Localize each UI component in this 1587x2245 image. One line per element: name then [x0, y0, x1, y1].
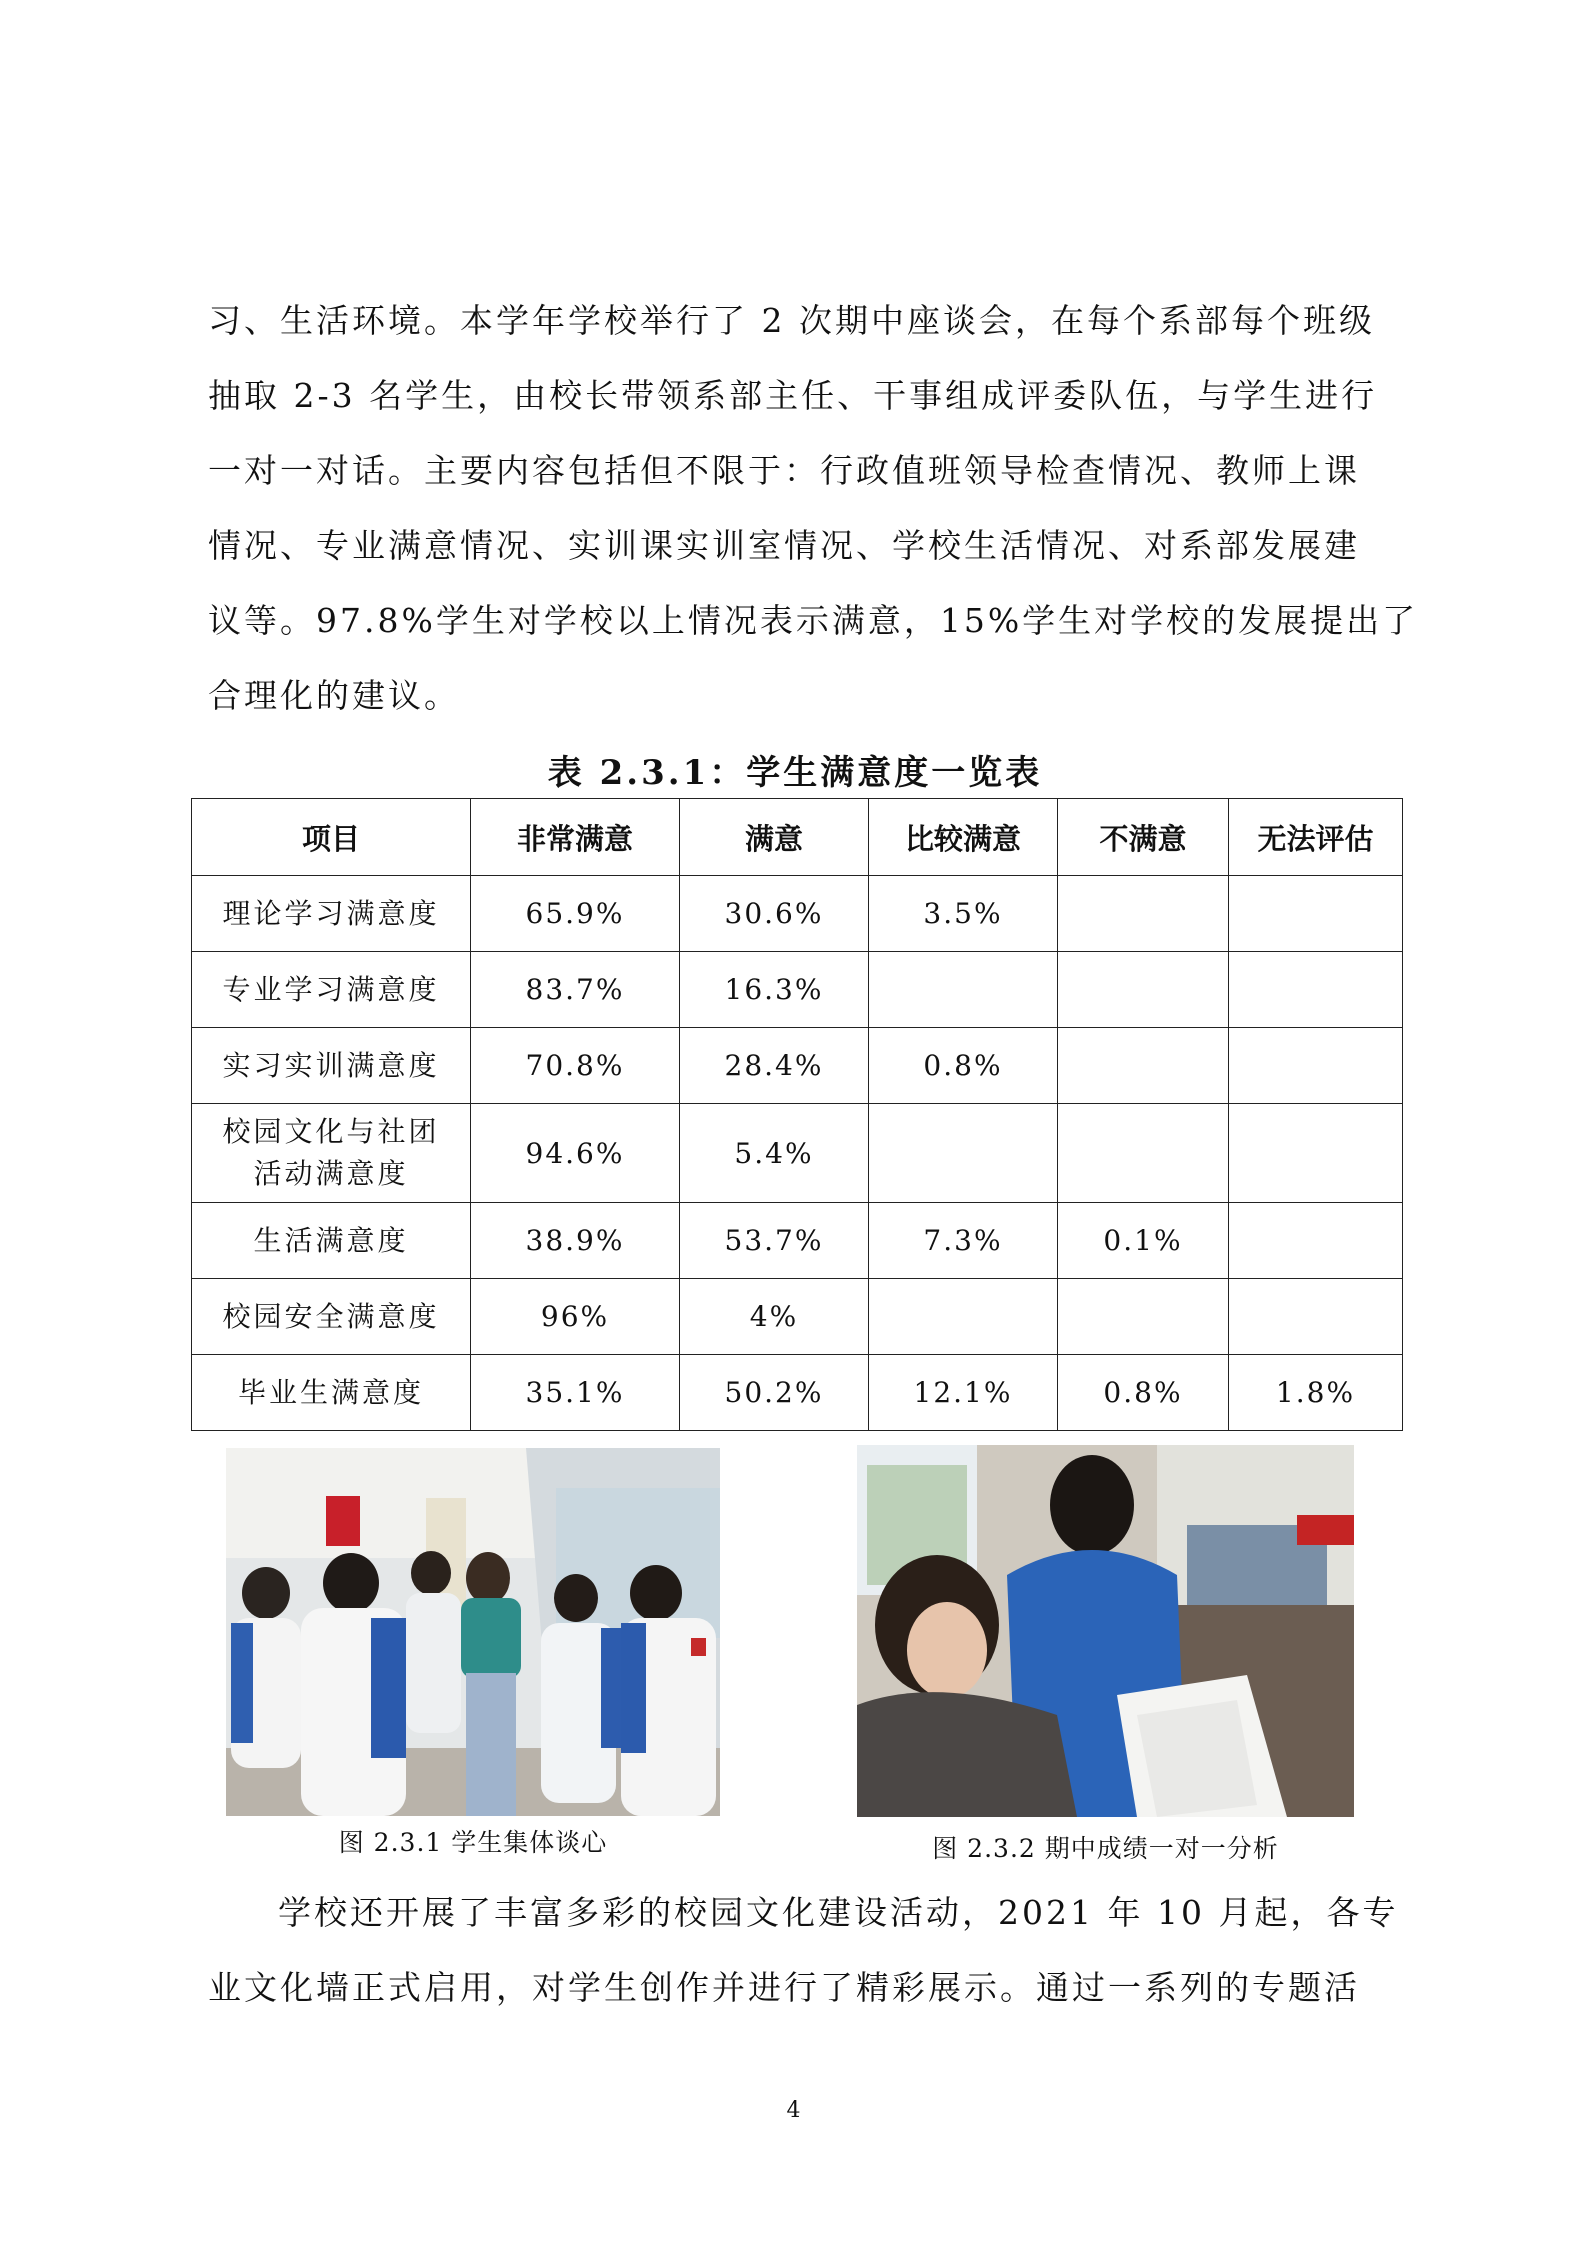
table-row [192, 1355, 1403, 1431]
text-line: 议等。97.8%学生对学校以上情况表示满意，15%学生对学校的发展提出了 [208, 601, 1419, 640]
cell-unsatisfied [1058, 952, 1229, 1028]
cell-unable-to-assess: 1.8% [1229, 1355, 1403, 1431]
header-item: 项目 [192, 799, 471, 876]
cell-unable-to-assess [1229, 952, 1403, 1028]
table-row [192, 1028, 1403, 1104]
header-very-satisfied: 非常满意 [471, 799, 680, 876]
body-paragraph-bottom [208, 1875, 1399, 2025]
cell-unable-to-assess [1229, 1104, 1403, 1203]
cell-satisfied: 50.2% [680, 1355, 869, 1431]
cell-fairly-satisfied: 3.5% [869, 876, 1058, 952]
cell-fairly-satisfied: 7.3% [869, 1203, 1058, 1279]
cell-unsatisfied: 0.8% [1058, 1355, 1229, 1431]
cell-fairly-satisfied [869, 1104, 1058, 1203]
row-item [192, 1104, 471, 1203]
table-row [192, 1104, 1403, 1203]
row-item: 毕业生满意度 [192, 1355, 471, 1431]
header-satisfied: 满意 [680, 799, 869, 876]
table-title: 表 2.3.1：学生满意度一览表 [547, 753, 1043, 793]
cell-unable-to-assess [1229, 1203, 1403, 1279]
page-number: 4 [786, 2098, 801, 2123]
cell-fairly-satisfied: 12.1% [869, 1355, 1058, 1431]
cell-very-satisfied: 65.9% [471, 876, 680, 952]
photo-student-group-talk [226, 1448, 720, 1816]
header-unable-to-assess: 无法评估 [1229, 799, 1403, 876]
cell-unable-to-assess [1229, 876, 1403, 952]
text-line: 一对一对话。主要内容包括但不限于：行政值班领导检查情况、教师上课 [208, 451, 1360, 490]
cell-satisfied: 28.4% [680, 1028, 869, 1104]
figure-caption: 图 2.3.1 学生集体谈心 [338, 1828, 608, 1857]
cell-unable-to-assess [1229, 1028, 1403, 1104]
row-item-line: 校园文化与社团 [222, 1115, 440, 1148]
cell-very-satisfied: 96% [471, 1279, 680, 1355]
text-line: 习、生活环境。本学年学校举行了 2 次期中座谈会，在每个系部每个班级 [208, 301, 1375, 340]
cell-very-satisfied: 94.6% [471, 1104, 680, 1203]
table-row [192, 1203, 1403, 1279]
row-item: 实习实训满意度 [192, 1028, 471, 1104]
cell-very-satisfied: 38.9% [471, 1203, 680, 1279]
cell-unsatisfied [1058, 1028, 1229, 1104]
row-item: 校园安全满意度 [192, 1279, 471, 1355]
table-header-row [192, 799, 1403, 876]
figure-caption: 图 2.3.2 期中成绩一对一分析 [932, 1834, 1279, 1863]
photo-one-on-one-analysis [857, 1445, 1354, 1817]
cell-fairly-satisfied [869, 952, 1058, 1028]
row-item: 生活满意度 [192, 1203, 471, 1279]
text-line: 情况、专业满意情况、实训课实训室情况、学校生活情况、对系部发展建 [208, 526, 1360, 565]
cell-satisfied: 5.4% [680, 1104, 869, 1203]
cell-unable-to-assess [1229, 1279, 1403, 1355]
cell-very-satisfied: 70.8% [471, 1028, 680, 1104]
cell-fairly-satisfied: 0.8% [869, 1028, 1058, 1104]
header-fairly-satisfied: 比较满意 [869, 799, 1058, 876]
body-paragraph-top [208, 283, 1419, 733]
text-line: 合理化的建议。 [208, 676, 460, 715]
table-row [192, 952, 1403, 1028]
table-row [192, 1279, 1403, 1355]
table-row [192, 876, 1403, 952]
cell-satisfied: 30.6% [680, 876, 869, 952]
text-line: 学校还开展了丰富多彩的校园文化建设活动，2021 年 10 月起，各专 [278, 1893, 1399, 1932]
header-unsatisfied: 不满意 [1058, 799, 1229, 876]
cell-unsatisfied [1058, 1104, 1229, 1203]
cell-unsatisfied [1058, 1279, 1229, 1355]
cell-satisfied: 53.7% [680, 1203, 869, 1279]
cell-satisfied: 4% [680, 1279, 869, 1355]
text-line: 业文化墙正式启用，对学生创作并进行了精彩展示。通过一系列的专题活 [208, 1968, 1360, 2007]
row-item-line: 活动满意度 [253, 1157, 409, 1190]
row-item: 理论学习满意度 [192, 876, 471, 952]
cell-fairly-satisfied [869, 1279, 1058, 1355]
cell-very-satisfied: 83.7% [471, 952, 680, 1028]
cell-unsatisfied [1058, 876, 1229, 952]
cell-satisfied: 16.3% [680, 952, 869, 1028]
cell-unsatisfied: 0.1% [1058, 1203, 1229, 1279]
text-line: 抽取 2-3 名学生，由校长带领系部主任、干事组成评委队伍，与学生进行 [208, 376, 1378, 415]
cell-very-satisfied: 35.1% [471, 1355, 680, 1431]
row-item: 专业学习满意度 [192, 952, 471, 1028]
satisfaction-table [191, 798, 1403, 1431]
